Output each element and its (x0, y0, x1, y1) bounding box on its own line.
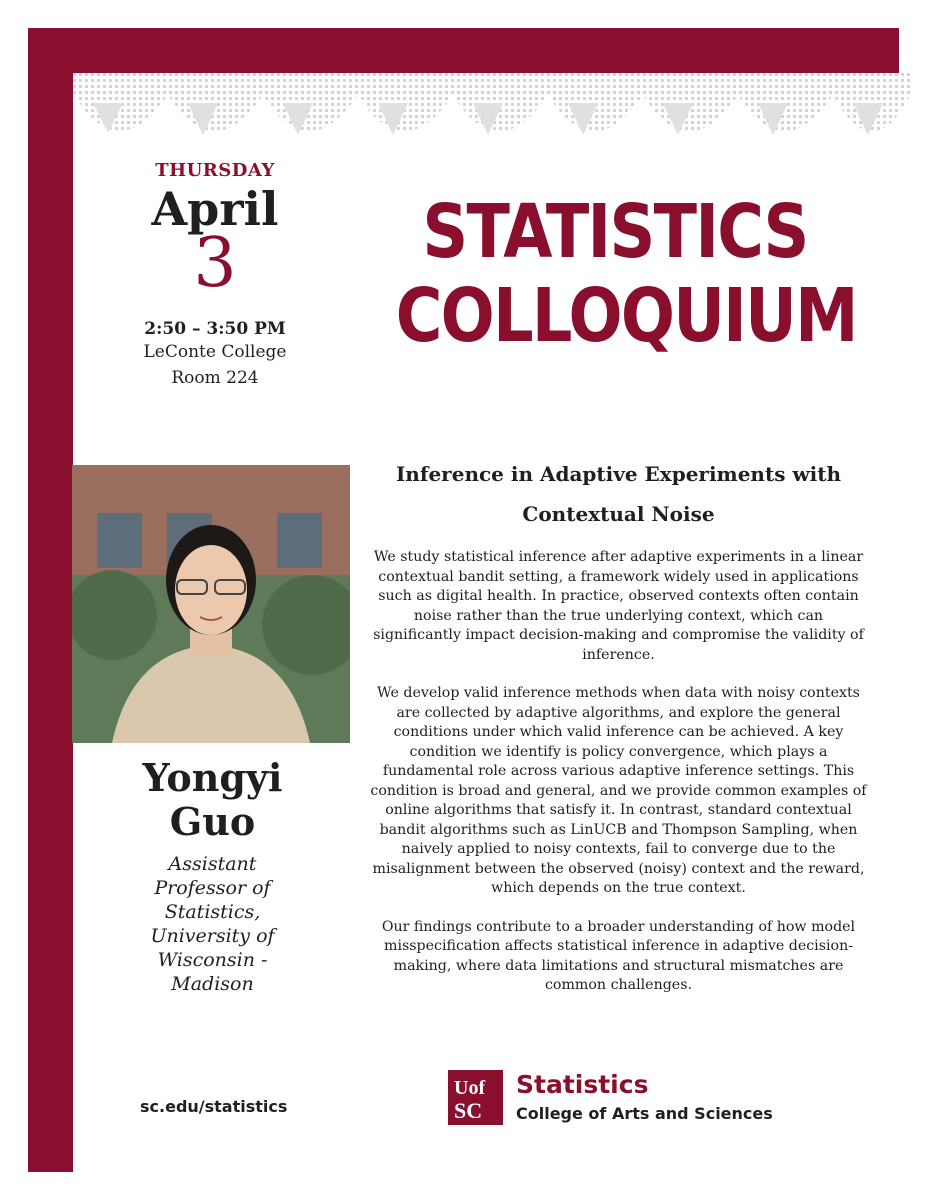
speaker-last-name: Guo (169, 799, 256, 844)
website-link[interactable]: sc.edu/statistics (140, 1097, 288, 1116)
logo-line-2: SC (454, 1098, 483, 1123)
usc-logo (448, 1070, 503, 1125)
speaker-photo (72, 465, 350, 743)
speaker-position (100, 852, 325, 996)
abstract-paragraph: We study statistical inference after adaptive experiments in a linear contextual bandit setting, a framework widely used in applications such as digital health. In practice, observed contexts often contain noise rather than the true underlying context, which can significantly impact decision-making and compromise the validity of inference. (373, 549, 864, 663)
title-line-1: STATISTICS (422, 189, 808, 275)
event-room: Room 224 (171, 368, 259, 388)
abstract-paragraph: We develop valid inference methods when data with noisy contexts are collected by adaptive algorithms, and explore the general conditions under which valid inference can be achieved. A key condition we identify is policy convergence, which plays a fundamental role across various adaptive inference settings. This condition is broad and general, and we provide common examples of online algorithms that satisfy it. In contrast, standard contextual bandit algorithms such as LinUCB and Thompson Sampling, when naively applied to noisy contexts, fail to converge due to the misalignment between the observed (noisy) context and the reward, which depends on the true context. (370, 685, 867, 896)
position-line: Madison (171, 973, 254, 995)
position-line: University of (150, 925, 275, 947)
event-day: 3 (193, 224, 237, 303)
decorative-lace-pattern (73, 73, 910, 165)
abstract-paragraph: Our findings contribute to a broader understanding of how model misspecification affects statistical inference in adaptive decision-making, where data limitations and structural mismatches are common challenges. (381, 918, 856, 993)
event-month: April (151, 182, 279, 236)
speaker-first-name: Yongyi (142, 755, 283, 800)
talk-section (370, 454, 867, 1015)
talk-title-line-1: Inference in Adaptive Experiments with (395, 462, 842, 486)
talk-title-line-2: Contextual Noise (522, 502, 715, 526)
position-line: Assistant (168, 853, 257, 875)
event-building: LeConte College (143, 342, 287, 362)
position-line: Statistics, (164, 901, 261, 923)
event-datetime (85, 155, 345, 391)
talk-title (370, 454, 867, 534)
college-name: College of Arts and Sciences (516, 1104, 773, 1123)
speaker-info (100, 756, 325, 996)
title-line-2: COLLOQUIUM (395, 273, 857, 359)
department-name: Statistics (516, 1070, 649, 1099)
event-time: 2:50 – 3:50 PM (144, 319, 286, 339)
logo-line-1: Uof (454, 1077, 486, 1099)
position-line: Professor of (154, 877, 271, 899)
poster-title (395, 189, 857, 359)
position-line: Wisconsin - (157, 949, 268, 971)
day-of-week: THURSDAY (155, 160, 275, 181)
